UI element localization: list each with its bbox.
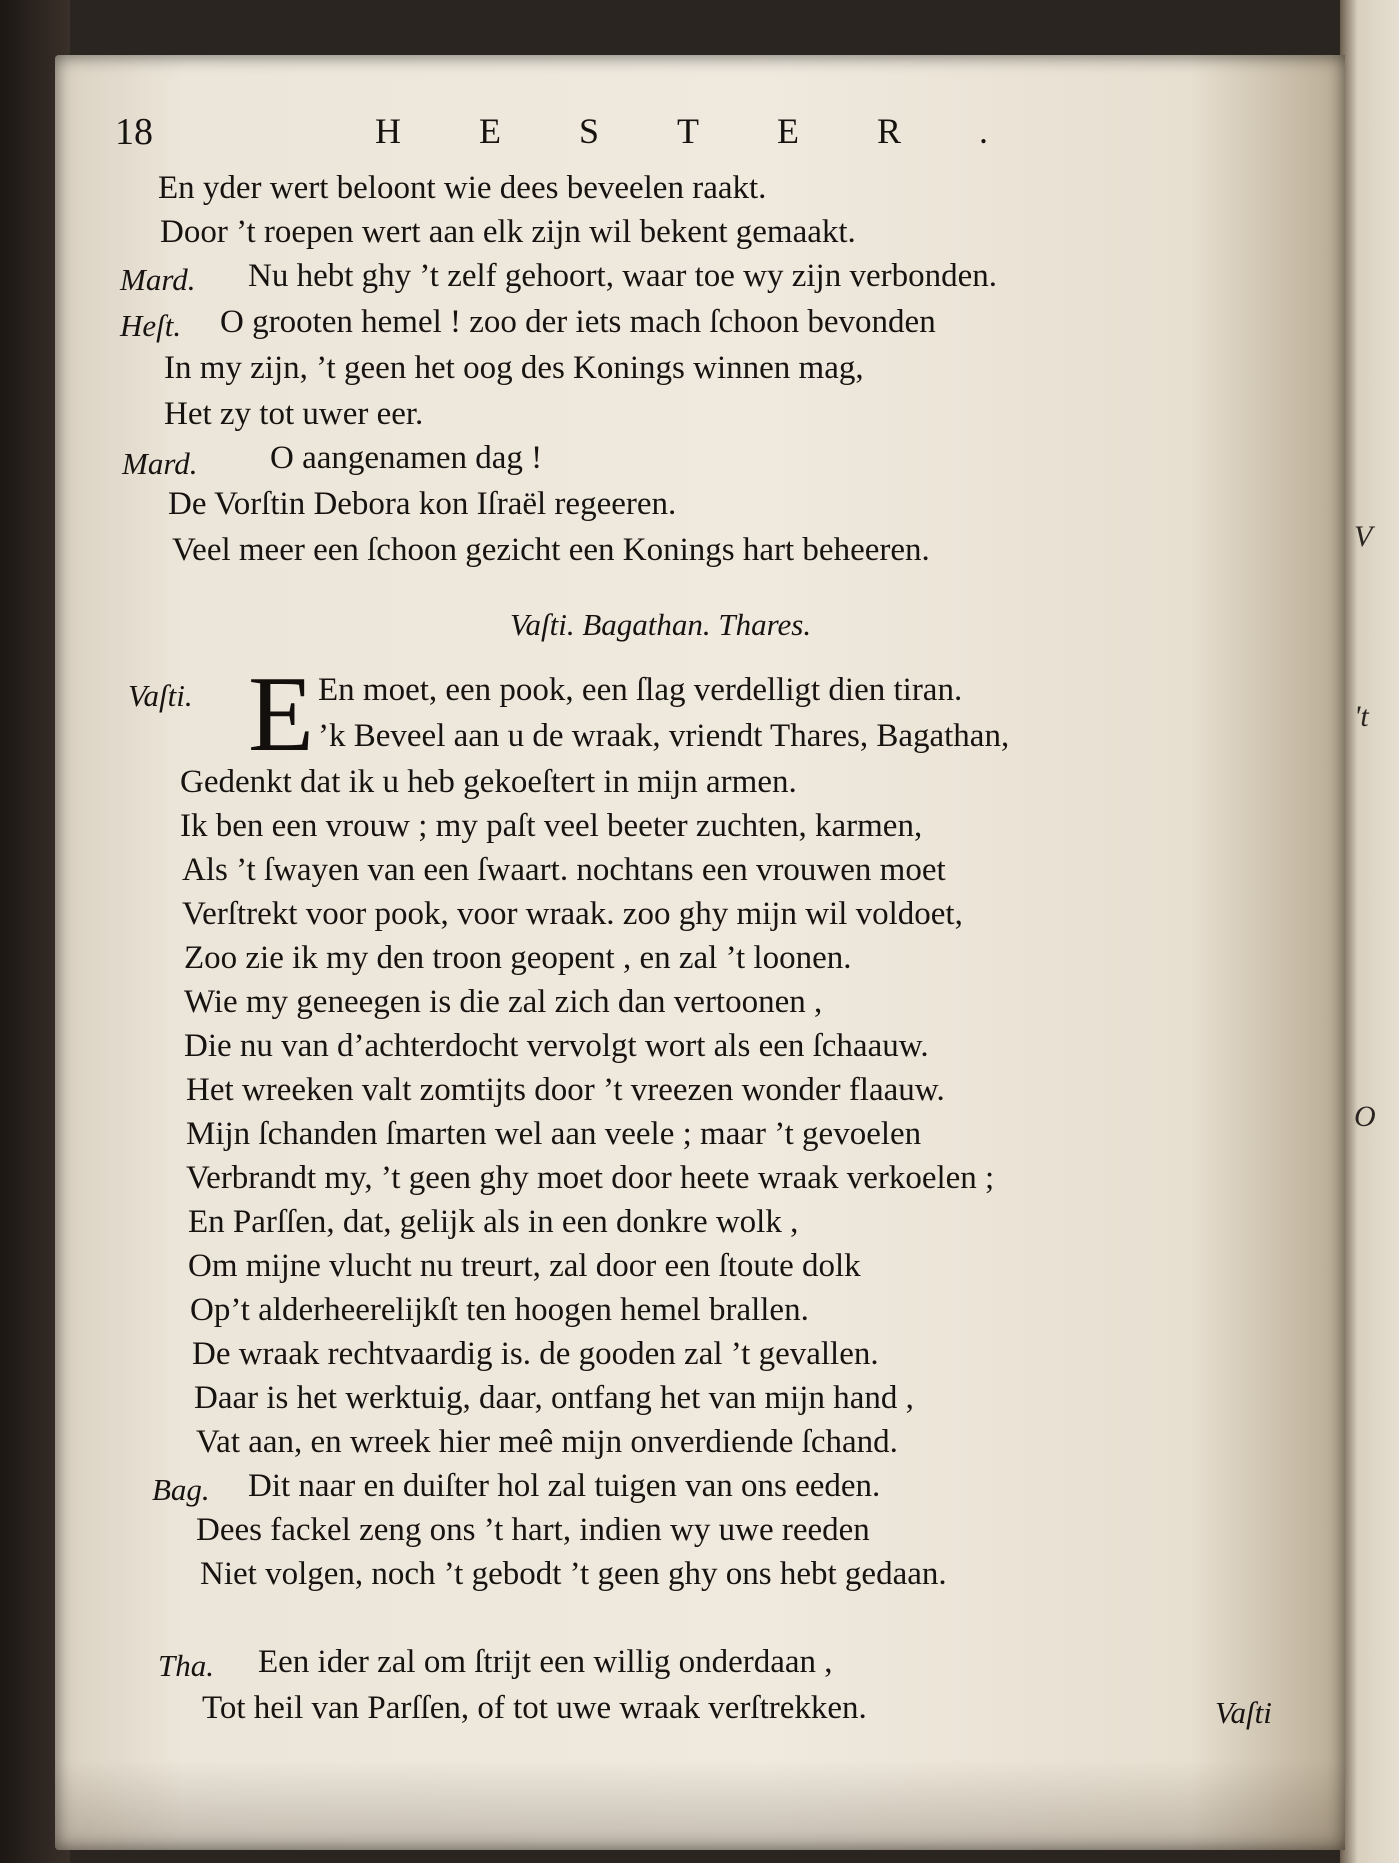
speaker-label: Heſt. bbox=[120, 308, 182, 343]
running-title: HESTER. bbox=[375, 111, 1067, 151]
verse-line: Niet volgen, noch ’t gebodt ’t geen ghy ons hebt gedaan. bbox=[200, 1556, 947, 1592]
facing-page-edge: V 't O bbox=[1340, 0, 1399, 1863]
verse-line: De wraak rechtvaardig is. de gooden zal ’t gevallen. bbox=[192, 1336, 879, 1372]
page-header bbox=[115, 110, 1115, 160]
catchword: Vaſti bbox=[1215, 1695, 1272, 1730]
verse-line: Daar is het werktuig, daar, ontfang het van mijn hand , bbox=[194, 1380, 914, 1416]
verse-line: O grooten hemel ! zoo der iets mach ſchoon bevonden bbox=[220, 304, 936, 340]
verse-line: Om mijne vlucht nu treurt, zal door een ſtoute dolk bbox=[188, 1248, 861, 1284]
verse-line: Een ider zal om ſtrijt een willig onderdaan , bbox=[258, 1644, 833, 1680]
verse-line: Die nu van d’achterdocht vervolgt wort als een ſchaauw. bbox=[184, 1028, 929, 1064]
speaker-label: Mard. bbox=[122, 446, 198, 481]
verse-line: Verbrandt my, ’t geen ghy moet door heete wraak verkoelen ; bbox=[186, 1160, 995, 1196]
verse-line: En yder wert beloont wie dees beveelen raakt. bbox=[158, 170, 767, 206]
verse-line: Als ’t ſwayen van een ſwaart. nochtans een vrouwen moet bbox=[182, 852, 946, 888]
verse-line: Nu hebt ghy ’t zelf gehoort, waar toe wy zijn verbonden. bbox=[248, 258, 997, 294]
verse-line: Zoo zie ik my den troon geopent , en zal ’t loonen. bbox=[184, 940, 852, 976]
verse-line: In my zijn, ’t geen het oog des Konings winnen mag, bbox=[164, 350, 864, 386]
verse-line: O aangenamen dag ! bbox=[270, 440, 543, 476]
verse-line: ’k Beveel aan u de wraak, vriendt Thares, Bagathan, bbox=[318, 718, 1010, 754]
verse-line: En Parſſen, dat, gelijk als in een donkre wolk , bbox=[188, 1204, 799, 1240]
verse-line: Het zy tot uwer eer. bbox=[164, 396, 424, 432]
verse-line: Dit naar en duiſter hol zal tuigen van ons eeden. bbox=[248, 1468, 881, 1504]
verse-line: Tot heil van Parſſen, of tot uwe wraak verſtrekken. bbox=[202, 1690, 867, 1726]
page-shadow bbox=[55, 1760, 1345, 1850]
verse-line: En moet, een pook, een ſlag verdelligt dien tiran. bbox=[318, 672, 963, 708]
verse-line: Verſtrekt voor pook, voor wraak. zoo ghy mijn wil voldoet, bbox=[182, 896, 963, 932]
page-number: 18 bbox=[115, 111, 153, 153]
verse-line: Ik ben een vrouw ; my paſt veel beeter zuchten, karmen, bbox=[180, 808, 923, 844]
verse-line: Mijn ſchanden ſmarten wel aan veele ; maar ’t gevoelen bbox=[186, 1116, 922, 1152]
scene-heading: Vaſti. Bagathan. Thares. bbox=[510, 607, 812, 642]
verse-line: Gedenkt dat ik u heb gekoeſtert in mijn armen. bbox=[180, 764, 797, 800]
verse-line: Op’t alderheerelijkſt ten hoogen hemel brallen. bbox=[190, 1292, 809, 1328]
verse-line: Veel meer een ſchoon gezicht een Konings hart beheeren. bbox=[172, 532, 930, 568]
speaker-label: Bag. bbox=[152, 1472, 210, 1507]
verse-line: Vat aan, en wreek hier meê mijn onverdiende ſchand. bbox=[196, 1424, 898, 1460]
verse-line: Het wreeken valt zomtijts door ’t vreezen wonder flaauw. bbox=[186, 1072, 945, 1108]
verse-line: Wie my geneegen is die zal zich dan vertoonen , bbox=[184, 984, 823, 1020]
speaker-label: Vaſti. bbox=[128, 678, 193, 713]
verse-line: Door ’t roepen wert aan elk zijn wil bekent gemaakt. bbox=[160, 214, 856, 250]
verse-line: De Vorſtin Debora kon Iſraël regeeren. bbox=[168, 486, 677, 522]
drop-cap: E bbox=[248, 655, 314, 774]
speaker-label: Mard. bbox=[120, 262, 196, 297]
verse-line: Dees fackel zeng ons ’t hart, indien wy uwe reeden bbox=[196, 1512, 870, 1548]
speaker-label: Tha. bbox=[158, 1648, 214, 1683]
